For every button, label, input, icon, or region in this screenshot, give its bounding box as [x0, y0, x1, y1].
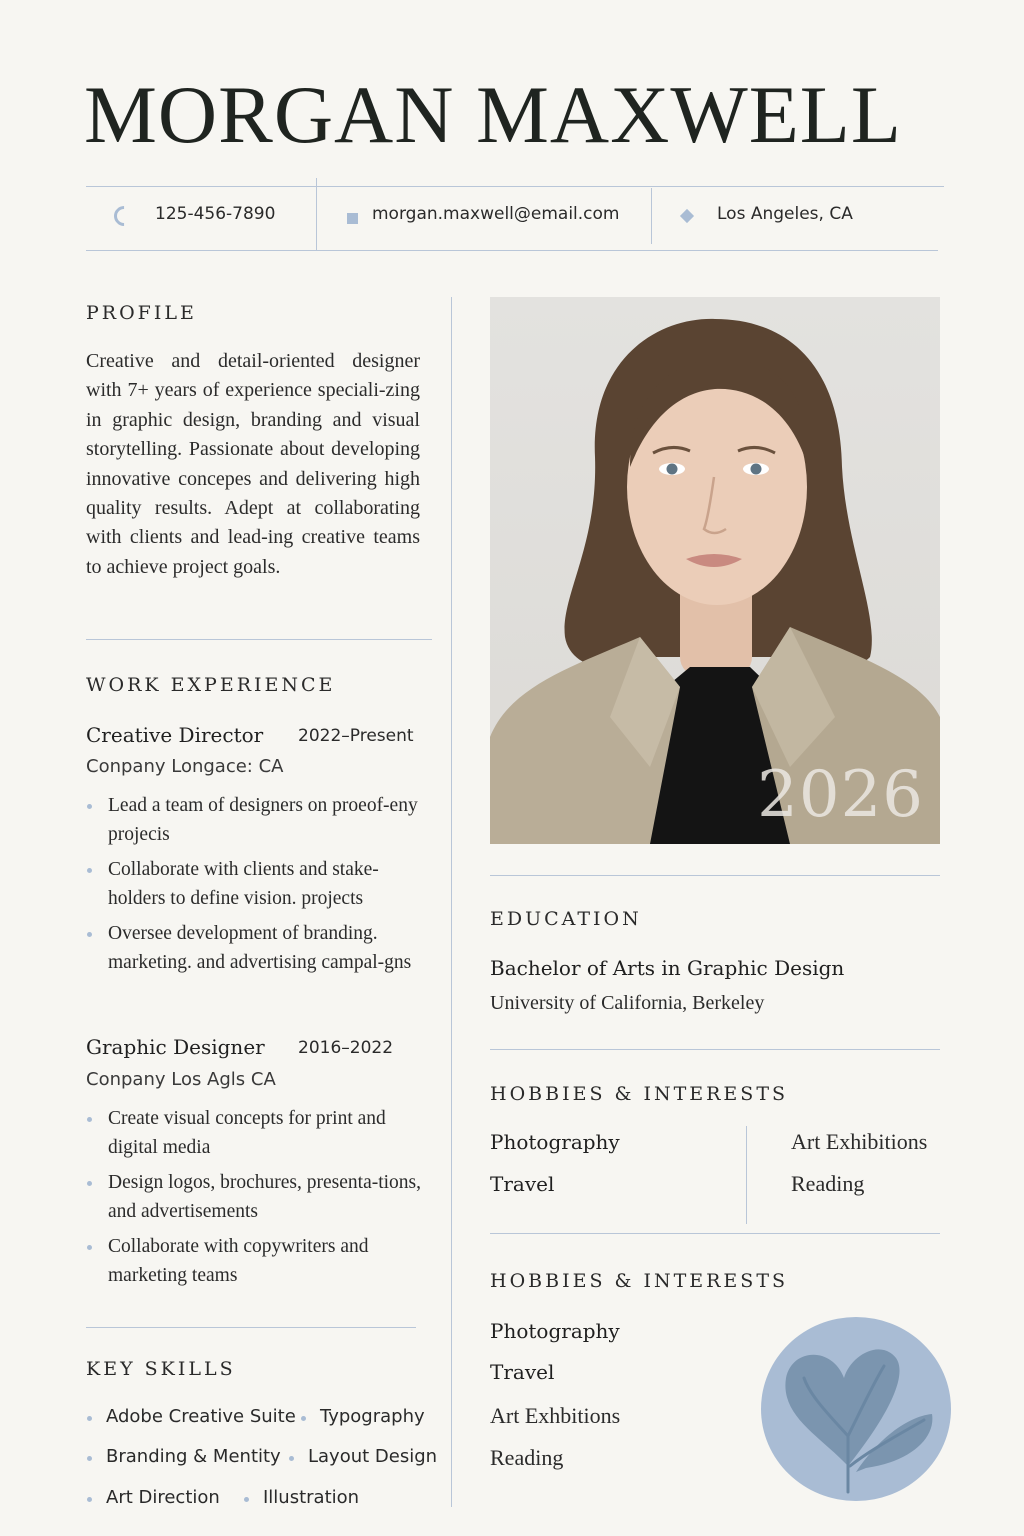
hobby-item: Reading	[490, 1445, 564, 1470]
contact-top-rule	[86, 186, 944, 187]
skills-heading: KEY SKILLS	[86, 1358, 236, 1380]
job-company: Conpany Longace: CA	[86, 756, 284, 777]
education-heading: EDUCATION	[490, 908, 642, 930]
hobbies-divider	[746, 1126, 747, 1224]
contact-email: morgan.maxwell@email.com	[372, 204, 620, 224]
column-divider	[451, 297, 452, 1507]
skill-item: Branding & Mentity	[86, 1446, 281, 1467]
job-dates: 2022–Present	[298, 726, 414, 746]
profile-photo	[490, 297, 940, 844]
hobby-item: Reading	[791, 1171, 865, 1196]
hobby-item: Photography	[490, 1319, 620, 1343]
job-dates: 2016–2022	[298, 1038, 394, 1058]
contact-location: Los Angeles, CA	[717, 204, 853, 224]
job-title: Graphic Designer	[86, 1035, 265, 1059]
contact-phone: 125-456-7890	[155, 204, 276, 224]
skill-item: Layout Design	[288, 1446, 437, 1467]
list-item: Lead a team of designers on proeof-eny projecis	[86, 791, 426, 849]
skill-item: Typography	[300, 1406, 425, 1427]
skill-item: Art Direction	[86, 1487, 220, 1508]
hobby-item: Travel	[490, 1172, 555, 1196]
job-bullets	[86, 791, 426, 977]
section-rule	[490, 875, 940, 876]
education-degree: Bachelor of Arts in Graphic Design	[490, 956, 845, 980]
list-item: Create visual concepts for print and digital media	[86, 1104, 426, 1162]
hobbies-heading: HOBBIES & INTERESTS	[490, 1270, 789, 1292]
photo-year: 2026	[757, 758, 924, 832]
job-company: Conpany Los Agls CA	[86, 1069, 276, 1090]
job-title: Creative Director	[86, 723, 264, 747]
list-item: Collaborate with copywriters and marketing teams	[86, 1232, 426, 1290]
list-item: Oversee development of branding. marketing. and advertising campal-gns	[86, 919, 426, 977]
hobby-item: Travel	[490, 1360, 555, 1384]
hobby-item: Art Exhbitions	[490, 1403, 621, 1428]
location-icon	[680, 209, 694, 223]
work-heading: WORK EXPERIENCE	[86, 674, 336, 696]
hobbies-heading: HOBBIES & INTERESTS	[490, 1083, 789, 1105]
profile-heading: PROFILE	[86, 302, 197, 324]
phone-icon	[110, 202, 138, 230]
skill-item: Illustration	[243, 1487, 359, 1508]
job-bullets	[86, 1104, 426, 1290]
skill-item: Adobe Creative Suite	[86, 1406, 296, 1427]
mail-icon	[347, 213, 358, 224]
section-rule	[490, 1233, 940, 1234]
section-rule	[86, 639, 432, 640]
leaf-badge-icon	[760, 1316, 952, 1502]
contact-divider	[651, 188, 652, 244]
hobby-item: Art Exhibitions	[791, 1129, 928, 1154]
contact-bottom-rule	[86, 250, 938, 251]
profile-text: Creative and detail-oriented designer with 7+ years of experience speciali-zing in graphic design, branding and visual storytelling. Passionate about developing innovative concepes and delivering high quality results. Adept at collaborating with clients and lead-ing creative teams to achieve project goals.	[86, 350, 420, 578]
resume-name: MORGAN MAXWELL	[84, 69, 902, 160]
section-rule	[86, 1327, 416, 1328]
list-item: Collaborate with clients and stake-holders to define vision. projects	[86, 855, 426, 913]
list-item: Design logos, brochures, presenta-tions, and advertisements	[86, 1168, 426, 1226]
contact-divider	[316, 178, 317, 250]
education-school: University of California, Berkeley	[490, 992, 765, 1014]
hobby-item: Photography	[490, 1130, 620, 1154]
section-rule	[490, 1049, 940, 1050]
